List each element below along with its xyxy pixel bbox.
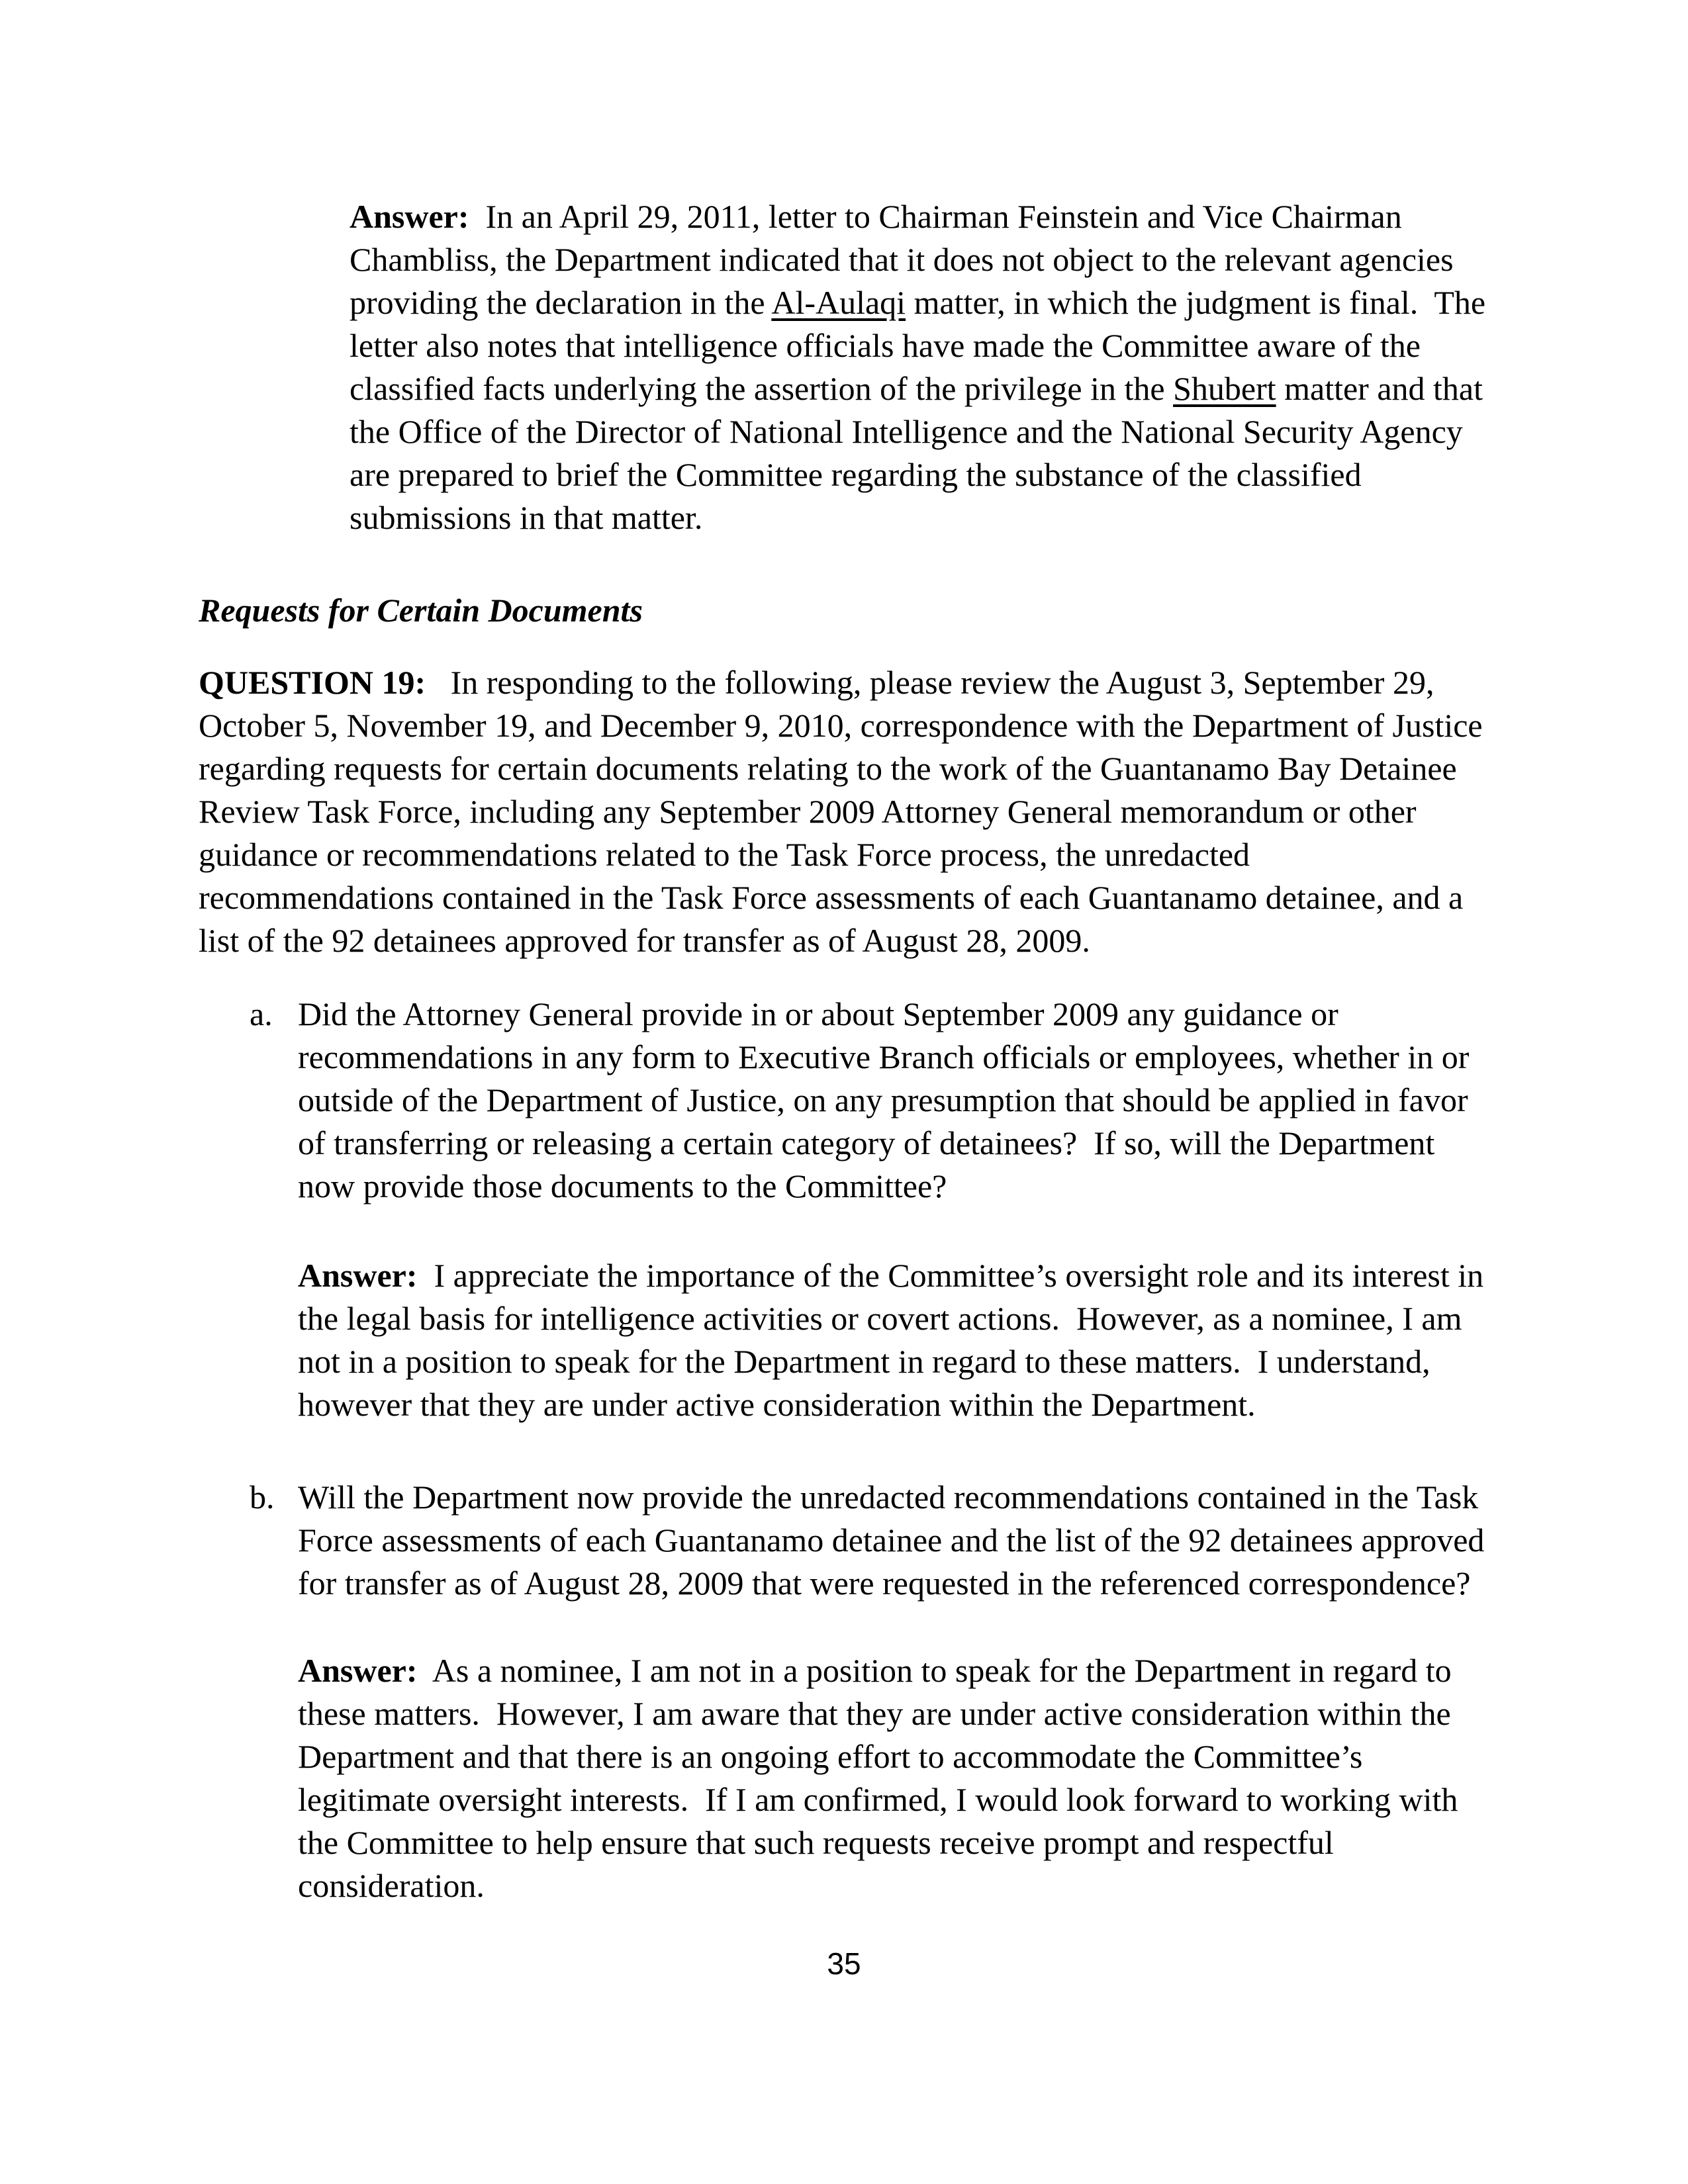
text-line: consideration. — [298, 1867, 485, 1904]
text-line: letter also notes that intelligence officials have made the Committee aware of the — [350, 327, 1421, 364]
answer-label: Answer: — [298, 1652, 418, 1689]
answer-label: Answer: — [350, 198, 469, 235]
section-heading: Requests for Certain Documents — [199, 592, 643, 629]
text-line: Will the Department now provide the unredacted recommendations contained in the Task — [298, 1479, 1479, 1516]
text-line — [350, 281, 1485, 324]
text-line: not in a position to speak for the Department in regard to these matters. I understand, — [298, 1343, 1430, 1380]
answer-label: Answer: — [298, 1257, 418, 1294]
text-line — [199, 661, 1483, 704]
text-line — [350, 195, 1485, 238]
item-a-paragraph — [250, 993, 1470, 1208]
item-b-paragraph — [250, 1476, 1485, 1605]
text-line: Did the Attorney General provide in or about September 2009 any guidance or — [298, 995, 1338, 1032]
answer-b-paragraph — [298, 1649, 1458, 1907]
text-line: legitimate oversight interests. If I am confirmed, I would look forward to working with — [298, 1781, 1458, 1818]
answer-19-intro-paragraph — [350, 195, 1485, 539]
text-line — [298, 1649, 1458, 1692]
text-line: October 5, November 19, and December 9, 2010, correspondence with the Department of Justice — [199, 707, 1483, 744]
text-line: the Committee to help ensure that such requests receive prompt and respectful — [298, 1824, 1334, 1861]
text-line: the legal basis for intelligence activities or covert actions. However, as a nominee, I am — [298, 1300, 1462, 1337]
answer-a-paragraph — [298, 1254, 1483, 1426]
text-segment: providing the declaration in the — [350, 284, 772, 321]
text-line: list of the 92 detainees approved for transfer as of August 28, 2009. — [199, 922, 1090, 959]
text-line — [298, 1254, 1483, 1297]
page-number: 35 — [827, 1946, 861, 1981]
question-19-label: QUESTION 19: — [199, 664, 426, 701]
text-line: Review Task Force, including any September 2009 Attorney General memorandum or other — [199, 793, 1417, 830]
text-line: recommendations in any form to Executive Branch officials or employees, whether in or — [298, 1038, 1470, 1075]
text-line: however that they are under active consideration within the Department. — [298, 1386, 1256, 1423]
text-line: recommendations contained in the Task Force assessments of each Guantanamo detainee, and a — [199, 879, 1464, 916]
text-line: these matters. However, I am aware that they are under active consideration within the — [298, 1695, 1451, 1732]
item-a-marker: a. — [250, 995, 273, 1032]
item-b-marker: b. — [250, 1479, 275, 1516]
text-segment: As a nominee, I am not in a position to speak for the Department in regard to — [417, 1652, 1452, 1689]
text-line: submissions in that matter. — [350, 499, 703, 536]
case-name-al-aulaqi: Al-Aulaqi — [771, 284, 906, 321]
text-line: for transfer as of August 28, 2009 that were requested in the referenced correspondence? — [298, 1565, 1471, 1602]
question-19-paragraph — [199, 661, 1483, 962]
text-segment: classified facts underlying the assertion of the privilege in the — [350, 370, 1174, 407]
text-line: Department and that there is an ongoing effort to accommodate the Committee’s — [298, 1738, 1363, 1775]
text-line: regarding requests for certain documents relating to the work of the Guantanamo Bay Detainee — [199, 750, 1457, 787]
text-segment: matter, in which the judgment is final. The — [906, 284, 1486, 321]
text-line: guidance or recommendations related to the Task Force process, the unredacted — [199, 836, 1250, 873]
text-line: are prepared to brief the Committee regarding the substance of the classified — [350, 456, 1362, 493]
text-segment: In responding to the following, please review the August 3, September 29, — [426, 664, 1434, 701]
text-segment: I appreciate the importance of the Committee’s oversight role and its interest in — [417, 1257, 1484, 1294]
text-line: Chambliss, the Department indicated that it does not object to the relevant agencies — [350, 241, 1454, 278]
text-line: Force assessments of each Guantanamo detainee and the list of the 92 detainees approved — [298, 1522, 1485, 1559]
text-segment: In an April 29, 2011, letter to Chairman Feinstein and Vice Chairman — [469, 198, 1402, 235]
text-line: outside of the Department of Justice, on any presumption that should be applied in favor — [298, 1081, 1468, 1118]
text-line: the Office of the Director of National Intelligence and the National Security Agency — [350, 413, 1463, 450]
text-line — [350, 367, 1485, 410]
text-line: now provide those documents to the Committee? — [298, 1167, 947, 1205]
text-line: of transferring or releasing a certain category of detainees? If so, will the Department — [298, 1124, 1435, 1161]
text-segment: matter and that — [1276, 370, 1483, 407]
case-name-shubert: Shubert — [1173, 370, 1276, 407]
